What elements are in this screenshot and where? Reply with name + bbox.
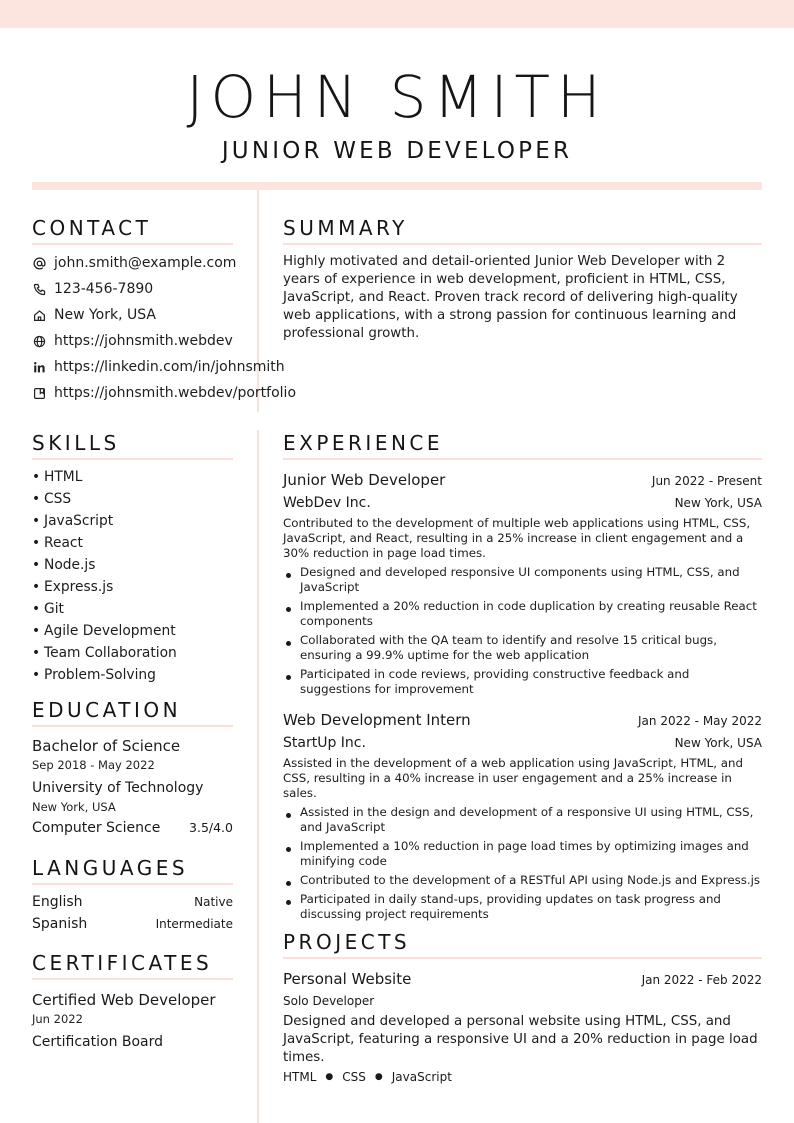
at-icon	[32, 256, 46, 270]
contact-text: New York, USA	[54, 307, 156, 323]
job-bullet: Participated in daily stand-ups, providing updates on task progress and discussing project requirements	[283, 892, 762, 922]
tech-tag: CSS	[342, 1070, 366, 1084]
skill-item: • Express.js	[32, 579, 114, 595]
skill-item: • JavaScript	[32, 513, 114, 529]
contact-text: https://linkedin.com/in/johnsmith	[54, 359, 285, 375]
skill-item: • HTML	[32, 469, 83, 485]
top-accent-band	[0, 0, 794, 28]
skill-item: • Git	[32, 601, 64, 617]
globe-icon	[32, 334, 46, 348]
project-dates: Jan 2022 - Feb 2022	[641, 973, 762, 987]
skills-heading: SKILLS	[32, 431, 233, 460]
certificate-name: Certified Web Developer	[32, 991, 216, 1009]
job-entry	[283, 469, 762, 697]
education-location: New York, USA	[32, 800, 116, 814]
skill-item: • Node.js	[32, 557, 96, 573]
column-divider-top	[257, 190, 259, 412]
job-bullet: Implemented a 10% reduction in page load times by optimizing images and minifying code	[283, 839, 762, 869]
job-bullet: Collaborated with the QA team to identify and resolve 15 critical bugs, ensuring a 99.9% uptime for the web application	[283, 633, 762, 663]
education-field: Computer Science	[32, 820, 161, 836]
education-heading: EDUCATION	[32, 698, 233, 727]
candidate-name: JOHN SMITH	[186, 63, 608, 131]
certificate-issuer: Certification Board	[32, 1034, 164, 1050]
candidate-title: JUNIOR WEB DEVELOPER	[221, 138, 573, 164]
job-bullet: Designed and developed responsive UI components using HTML, CSS, and JavaScript	[283, 565, 762, 595]
contact-text: https://johnsmith.webdev/portfolio	[54, 385, 297, 401]
resume-header	[0, 62, 794, 166]
contact-text: https://johnsmith.webdev	[54, 333, 233, 349]
contact-location	[32, 302, 233, 328]
experience-heading: EXPERIENCE	[283, 431, 762, 460]
project-role: Solo Developer	[283, 994, 375, 1008]
language-level: Intermediate	[155, 917, 233, 931]
job-bullet: Assisted in the design and development of a responsive UI using HTML, CSS, and JavaScript	[283, 805, 762, 835]
project-title: Personal Website	[283, 970, 412, 988]
contact-portfolio[interactable]	[32, 380, 297, 406]
certificates-section	[32, 951, 233, 1052]
projects-heading: PROJECTS	[283, 930, 762, 959]
linkedin-icon	[32, 360, 46, 374]
summary-text: Highly motivated and detail-oriented Junior Web Developer with 2 years of experience in web development, proficient in HTML, CSS, JavaScript, and React. Proven track record of delivering high-quality web applications, with a strong passion for continuous learning and professional growth.	[283, 254, 738, 341]
education-gpa: 3.5/4.0	[189, 820, 233, 835]
skill-item: • Problem-Solving	[32, 667, 156, 683]
separator-dot: ●	[374, 1072, 383, 1082]
column-divider-bottom	[257, 430, 259, 1123]
job-entry	[283, 709, 762, 922]
language-name: English	[32, 894, 83, 910]
projects-section	[283, 930, 762, 1084]
skill-item: • React	[32, 535, 83, 551]
skill-item: • Team Collaboration	[32, 645, 177, 661]
job-location: New York, USA	[674, 496, 762, 510]
contact-heading: CONTACT	[32, 216, 233, 245]
certificates-heading: CERTIFICATES	[32, 951, 233, 980]
phone-icon	[32, 282, 46, 296]
education-section	[32, 698, 233, 836]
job-bullet: Contributed to the development of a RESTful API using Node.js and Express.js	[283, 873, 762, 888]
job-bullet: Implemented a 20% reduction in code duplication by creating reusable React components	[283, 599, 762, 629]
skill-item: • Agile Development	[32, 623, 176, 639]
language-name: Spanish	[32, 916, 88, 932]
job-location: New York, USA	[674, 736, 762, 750]
job-description: Assisted in the development of a web application using JavaScript, HTML, and CSS, resulting in a 40% increase in user engagement and a 25% increase in sales.	[283, 756, 743, 800]
languages-heading: LANGUAGES	[32, 856, 233, 885]
job-bullet: Participated in code reviews, providing constructive feedback and suggestions for improvement	[283, 667, 762, 697]
contact-email[interactable]	[32, 250, 237, 276]
summary-heading: SUMMARY	[283, 216, 762, 245]
education-school: University of Technology	[32, 780, 204, 796]
job-company: WebDev Inc.	[283, 495, 371, 511]
certificate-date: Jun 2022	[32, 1012, 83, 1026]
contact-website[interactable]	[32, 328, 233, 354]
job-title: Junior Web Developer	[283, 471, 446, 489]
contact-linkedin[interactable]	[32, 354, 285, 380]
tech-tag: JavaScript	[391, 1070, 452, 1084]
languages-section	[32, 856, 233, 935]
job-title: Web Development Intern	[283, 711, 471, 729]
job-dates: Jan 2022 - May 2022	[638, 714, 762, 728]
job-description: Contributed to the development of multiple web applications using HTML, CSS, JavaScript, and React, resulting in a 25% increase in client engagement and a 30% reduction in page load times.	[283, 516, 751, 560]
summary-section	[283, 216, 762, 343]
skill-item: • CSS	[32, 491, 72, 507]
project-description: Designed and developed a personal website using HTML, CSS, and JavaScript, featuring a responsive UI and a 20% reduction in page load times.	[283, 1014, 758, 1065]
project-tech-list	[283, 1070, 762, 1084]
language-row	[32, 913, 233, 935]
experience-section	[283, 431, 762, 926]
job-dates: Jun 2022 - Present	[651, 474, 762, 488]
language-level: Native	[194, 895, 233, 909]
contact-phone[interactable]	[32, 276, 233, 302]
education-degree: Bachelor of Science	[32, 737, 181, 755]
book-icon	[32, 386, 46, 400]
language-row	[32, 891, 233, 913]
contact-text: john.smith@example.com	[54, 255, 237, 271]
header-divider	[32, 182, 762, 190]
tech-tag: HTML	[283, 1070, 317, 1084]
separator-dot: ●	[325, 1072, 334, 1082]
education-dates: Sep 2018 - May 2022	[32, 758, 155, 772]
skills-section	[32, 431, 233, 686]
home-icon	[32, 308, 46, 322]
job-company: StartUp Inc.	[283, 735, 366, 751]
contact-text: 123-456-7890	[54, 281, 154, 297]
contact-section	[32, 216, 297, 406]
